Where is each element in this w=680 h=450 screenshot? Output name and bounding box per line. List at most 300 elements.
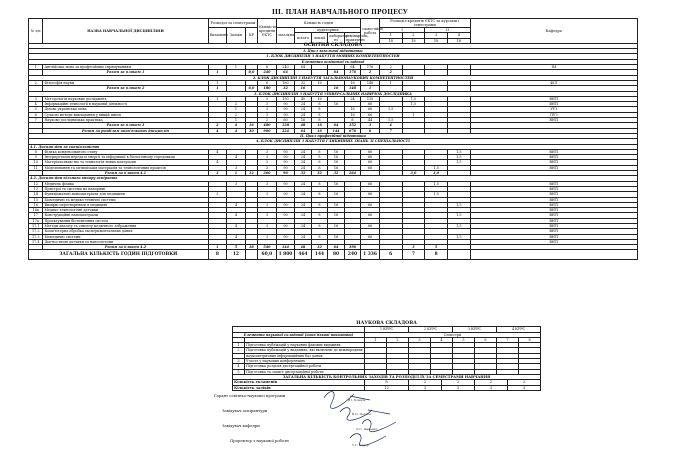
discipline-name: Методи аналізу та синтезу медичного зображення: [43, 223, 208, 228]
cell-aud: 24: [295, 213, 312, 218]
cell-lec: 16: [311, 80, 328, 85]
cell-zal: 1: [227, 118, 246, 123]
col-course1: I: [379, 28, 424, 33]
cell-sr: 66: [361, 202, 380, 207]
exams-sem: 2: [409, 380, 442, 385]
subtotal-value: 3: [402, 245, 425, 250]
science-course: 4 КУРС: [497, 327, 541, 332]
cell-ex: 1: [208, 80, 227, 85]
row-number: 5: [29, 107, 43, 112]
col-w4: 18: [447, 38, 470, 43]
subtotal-value: 48: [295, 123, 312, 128]
signature-name: В.О. Петров: [352, 412, 371, 416]
signature-name: В.І. Коваль: [348, 398, 366, 402]
col-lectures: лекції: [311, 33, 328, 44]
grand-total-value: 240: [344, 250, 361, 260]
cell-aud: 24: [295, 192, 312, 197]
subtotal-label: Разом за блоком 1: [43, 70, 208, 75]
cell-sr: 44: [361, 118, 380, 123]
col-s1: 1: [379, 33, 402, 38]
exams-sem: 2: [442, 380, 475, 385]
cell-zal: 4: [227, 155, 246, 160]
grand-total-value: 12: [227, 250, 246, 260]
subtotal-value: 3: [208, 171, 227, 176]
curriculum-table: [28, 18, 638, 260]
subblock-title-label: 4.1. Дисципліни за спеціальністю: [29, 144, 638, 149]
science-item: наукометричних інформаційних баз даних: [245, 353, 365, 358]
cell-lec: 8: [311, 102, 328, 107]
cell-zal: 2: [227, 102, 246, 107]
discipline-name: Філософія науки: [43, 80, 208, 85]
science-sem: 3: [409, 337, 431, 342]
credits-sem: 3: [475, 385, 508, 390]
cell-ects: 3: [258, 165, 277, 170]
cell-ects: 3: [258, 234, 277, 239]
cell-lec: 8: [311, 181, 328, 186]
cell-sem: 16: [344, 80, 361, 85]
subtotal-value: 676: [344, 128, 361, 133]
cell-lec: 8: [311, 107, 328, 112]
exams-sem: 2: [475, 380, 508, 385]
cell-ects: 3: [258, 223, 277, 228]
subtotal-value: 4: [227, 128, 246, 133]
department-code: ВНТІ: [470, 181, 637, 186]
col-distrib: Розподіл за семестрами: [208, 19, 258, 28]
cell-tot: 90: [276, 107, 295, 112]
col-credits: Заліки: [227, 28, 246, 44]
col-w1: 18: [379, 38, 402, 43]
cell-aud: 24: [295, 223, 312, 228]
discipline-name: Медико-технологічні датчики: [43, 208, 208, 213]
cell-tot: 90: [276, 181, 295, 186]
col-no: № з/п: [29, 19, 43, 44]
cell-lab: 16: [328, 102, 345, 107]
subtotal-value: 12: [245, 171, 257, 176]
cell-sr: 66: [361, 149, 380, 154]
subtotal-label: Разом за розділом обов'язкових дисциплін: [43, 128, 208, 133]
cell-lec: 8: [311, 155, 328, 160]
science-item: Участь у наукових конференціях: [245, 359, 365, 364]
handwritten-signatures: [310, 386, 420, 450]
department-code: ВНТІ: [470, 149, 637, 154]
credits-total: 12: [365, 385, 409, 390]
cell-lec: 8: [311, 160, 328, 165]
subtotal-value: 3,0: [425, 171, 448, 176]
grand-total-row: [29, 250, 638, 260]
cell-zal: 4: [227, 213, 246, 218]
grand-total-value: 464: [295, 250, 312, 260]
subtotal-value: 4: [227, 123, 246, 128]
cell-aud: 24: [295, 102, 312, 107]
cell-sem: 16: [344, 112, 361, 117]
col-hours: Кількість годин: [276, 19, 361, 28]
cell-ects: 3: [258, 102, 277, 107]
cell-zal: 2: [227, 112, 246, 117]
cell-sr: 66: [361, 223, 380, 228]
cell-sr: 176: [361, 65, 380, 70]
cell-c2: 1,5: [402, 102, 425, 107]
department-code: УУЗ: [470, 107, 637, 112]
row-number: 15: [29, 197, 43, 202]
subtotal-value: 360: [258, 171, 277, 176]
cycle-title-label: ІІ. Цикл професійної підготовки: [29, 133, 638, 138]
exams-total: 8: [365, 380, 409, 385]
department-code: ВНТІ: [470, 229, 637, 234]
cell-aud: 24: [295, 155, 312, 160]
discipline-name: Сучасні методи викладання у вищій школі: [43, 112, 208, 117]
department-code: ВНТІ: [470, 208, 637, 213]
cell-ects: 8: [258, 65, 277, 70]
cell-lab: 16: [328, 202, 345, 207]
subtotal-value: 2: [361, 70, 380, 75]
subtotal-value: 32: [311, 171, 328, 176]
subtotal-value: 1: [208, 86, 227, 91]
cell-lab: 16: [328, 213, 345, 218]
cell-sr: 66: [361, 192, 380, 197]
cell-lab: 16: [328, 234, 345, 239]
cell-sr: 66: [361, 102, 380, 107]
subtotal-value: 8,0: [245, 70, 257, 75]
subtotal-value: 240: [258, 70, 277, 75]
department-code: ВНТІ: [470, 118, 637, 123]
subtotal-value: 16: [311, 128, 328, 133]
block-title-label: 2. БЛОК ДИСЦИПЛІН З НАБУТТЯ ЗАГАЛЬНОНАУКОВИХ КОМПЕТЕНТНОСТЕЙ: [29, 75, 638, 80]
science-table: [232, 322, 541, 375]
science-course: 2 КУРС: [409, 327, 453, 332]
subtotal-value: 16: [311, 123, 328, 128]
discipline-name: Функціональні наноматеріали для медицини: [43, 192, 208, 197]
grand-total-dept: [470, 250, 637, 260]
science-course: 1 КУРС: [365, 327, 409, 332]
subtotal-value: 396: [344, 245, 361, 250]
subtotal-value: 48: [295, 245, 312, 250]
science-sem: 6: [475, 337, 497, 342]
subtotal-value: 4: [379, 123, 402, 128]
cell-c4: 1,5: [447, 160, 470, 165]
col-all: всього: [295, 33, 312, 44]
cell-ects: 6: [258, 80, 277, 85]
science-semesters-label: Семестри: [365, 332, 541, 337]
col-total: загальна: [276, 28, 295, 44]
grand-total-value: [245, 250, 257, 260]
science-sem: 8: [519, 337, 541, 342]
row-number: 12: [29, 181, 43, 186]
cell-sr: 66: [361, 181, 380, 186]
cell-tot: 90: [276, 149, 295, 154]
subtotal-value: 16: [328, 86, 345, 91]
cell-aud: 24: [295, 234, 312, 239]
cell-tot: 90: [276, 234, 295, 239]
subtotal-value: 32: [311, 245, 328, 250]
cell-tot: 90: [276, 192, 295, 197]
cell-tot: 90: [276, 202, 295, 207]
department-code: ВНТІ: [470, 192, 637, 197]
department-code: ВНТІ: [470, 96, 637, 101]
section-title-label: ОСВІТНЯ СКЛАДОВА: [29, 43, 638, 48]
cell-c3: 1,5: [425, 165, 448, 170]
control-title: ЗАГАЛЬНА КІЛЬКІСТЬ КОНТРОЛЬНИХ ЗАХОДІВ ТА РОЗПОДІЛ ЇХ ЗА СЕМЕСТРАМИ НАВЧАННЯ: [233, 375, 541, 380]
subtotal-value: 32: [328, 171, 345, 176]
col-classroom: аудиторних: [295, 28, 361, 33]
cell-sr: 110: [361, 96, 380, 101]
cell-sem: 64: [344, 65, 361, 70]
subtotal-value: 1: [208, 245, 227, 250]
discipline-name: Комп'ютерна обробка експериментальних даних: [43, 229, 208, 234]
cell-tot: 90: [276, 213, 295, 218]
cell-ex: 1: [208, 96, 227, 101]
col-self: самостійна робота: [361, 19, 380, 44]
cell-ex: 4: [208, 149, 227, 154]
cell-c1: 1: [379, 80, 402, 85]
cell-lec: 8: [311, 234, 328, 239]
cell-tot: 90: [276, 102, 295, 107]
cell-lec: 8: [311, 165, 328, 170]
block-title-label: 4. БЛОК ДИСЦИПЛІН З НАБУТТЯ ГЛИБИННИХ ЗНАНЬ ЗІ СПЕЦІАЛЬНОСТІ: [29, 139, 638, 144]
cell-c3: 1,5: [425, 192, 448, 197]
cell-sr: 66: [361, 155, 380, 160]
subtotal-value: 352: [344, 123, 361, 128]
subtotal-value: 540: [258, 245, 277, 250]
signature-label-guarantor: Гарант освітньо-наукової програми: [214, 393, 286, 398]
discipline-name: Пристрої та системи на нанорівні: [43, 186, 208, 191]
col-seminars: семінарські, практичні: [345, 34, 369, 43]
subtotal-value: 3,0: [402, 171, 425, 176]
cell-lab: 16: [328, 223, 345, 228]
row-number: 3: [233, 359, 245, 364]
row-number: 11: [29, 165, 43, 170]
department-code: ВНТІ: [470, 155, 637, 160]
col-ects-dist: Розподіл кредитів ЄКТС за курсами і семестрами: [379, 19, 470, 28]
subtotal-value: 5: [227, 245, 246, 250]
cell-zal: 1: [227, 107, 246, 112]
grand-total-value: 8: [425, 250, 448, 260]
cell-aud: 32: [295, 80, 312, 85]
subtotal-label: Разом за блоком 4.2: [43, 245, 208, 250]
cell-sem: 16: [344, 107, 361, 112]
col-s2: 2: [402, 33, 425, 38]
cell-lec: 16: [311, 96, 328, 101]
cell-tot: 90: [276, 160, 295, 165]
department-code: ІМ: [470, 65, 637, 70]
cell-aud: 64: [295, 65, 312, 70]
discipline-name: Проектування біотехнічних систем: [43, 218, 208, 223]
discipline-name: Англійська мова за професійним спрямуванням: [43, 65, 208, 70]
subtotal-value: 180: [258, 86, 277, 91]
row-number: 3: [29, 96, 43, 101]
signature-name: Т.Г. Сидор: [352, 443, 369, 447]
cell-lec: 8: [311, 213, 328, 218]
subtotal-value: 96: [276, 171, 295, 176]
cell-lab: 16: [328, 192, 345, 197]
cell-ects: 3: [258, 202, 277, 207]
credits-sem: 3: [409, 385, 442, 390]
discipline-name: Ділова українська мова: [43, 107, 208, 112]
discipline-name: Біомедичні та медико-технічні системи: [43, 197, 208, 202]
cell-sem: 24: [344, 96, 361, 101]
science-sem: 5: [453, 337, 475, 342]
row-number: 8: [29, 149, 43, 154]
subtotal-value: 128: [276, 123, 295, 128]
discipline-name: Моделювання та оптимізація матеріалів та технологічних процесів: [43, 165, 208, 170]
subtotal-value: 224: [276, 128, 295, 133]
science-category: Елементи наукової складової (обов'язкові показники): [233, 332, 365, 337]
cell-aud: 16: [295, 118, 312, 123]
department-code: ВНТІ: [470, 102, 637, 107]
cell-aud: 24: [295, 107, 312, 112]
grand-total-value: 1 800: [276, 250, 295, 260]
cell-sr: 66: [361, 160, 380, 165]
row-number: 7: [29, 118, 43, 123]
row-number: 10: [29, 160, 43, 165]
cell-c4: 1,5: [447, 223, 470, 228]
cell-c2: 1: [402, 112, 425, 117]
department-code: ВНТІ: [470, 239, 637, 244]
department-code: ВНТІ: [470, 223, 637, 228]
row-number: 6: [29, 112, 43, 117]
cell-zal: 4: [227, 223, 246, 228]
grand-total-value: 7: [402, 250, 425, 260]
cell-tot: 90: [276, 223, 295, 228]
cell-c1: 2: [379, 65, 402, 70]
cell-lab: 16: [328, 165, 345, 170]
col-s3: 3: [425, 33, 448, 38]
row-number: 9: [29, 155, 43, 160]
col-w3: 18: [425, 38, 448, 43]
category-title-label: Елементи освітньої складової: [29, 59, 638, 64]
cell-ex: 4: [208, 160, 227, 165]
signature-label-prorector: Проректор з наукової роботи: [230, 438, 289, 443]
subtotal-value: 16: [245, 123, 257, 128]
cell-lab: 16: [328, 155, 345, 160]
discipline-name: Інформаційні технології в науковій діяльності: [43, 102, 208, 107]
science-sem: 2: [387, 337, 409, 342]
subtotal-value: 30: [245, 128, 257, 133]
cell-c4: 1,5: [447, 202, 470, 207]
subtotal-value: 144: [328, 128, 345, 133]
cell-ects: 5: [258, 96, 277, 101]
cell-ects: 3: [258, 192, 277, 197]
subtotal-value: 64: [276, 70, 295, 75]
cell-zal: 4: [227, 234, 246, 239]
cell-ects: 3: [258, 149, 277, 154]
cell-lab: 16: [328, 181, 345, 186]
department-code: ВНТІ: [470, 160, 637, 165]
cell-tot: 240: [276, 65, 295, 70]
cell-ects: 3: [258, 107, 277, 112]
discipline-name: Біомедичні системи: [43, 234, 208, 239]
cell-c4: 1,5: [447, 149, 470, 154]
discipline-name: Діагностичні датчики та наносистеми: [43, 239, 208, 244]
row-number: 13: [29, 186, 43, 191]
subtotal-value: 32: [295, 171, 312, 176]
cell-zal: 3: [227, 181, 246, 186]
row-number: 1: [29, 65, 43, 70]
col-kr: КР: [245, 28, 257, 44]
col-dept: Кафедра: [470, 19, 637, 44]
cell-lec: 8: [311, 202, 328, 207]
department-code: ВНТІ: [470, 186, 637, 191]
subtotal-value: 18: [245, 245, 257, 250]
cell-sr: 66: [361, 112, 380, 117]
grand-total-value: 1 336: [361, 250, 380, 260]
signature-label-head-dept: Завідувач кафедри: [222, 423, 260, 428]
row-number: 2: [233, 348, 245, 353]
science-title: НАУКОВА СКЛАДОВА: [356, 321, 417, 326]
credits-sem: 3: [508, 385, 541, 390]
discipline-name: Методологія наукових досліджень: [43, 96, 208, 101]
cell-lab: 16: [328, 149, 345, 154]
cell-lab: 16: [328, 160, 345, 165]
col-name: НАЗВА НАВЧАЛЬНОЇ ДИСЦИПЛІНИ: [43, 19, 208, 44]
grand-total-value: 8: [208, 250, 227, 260]
discipline-name: Медична фізика: [43, 181, 208, 186]
col-ects: Кількість кредитів ЄКТС: [258, 19, 277, 44]
grand-total-value: 80: [328, 250, 345, 260]
subtotal-value: 4: [208, 128, 227, 133]
exams-label: Кількість екзаменів: [233, 380, 365, 385]
cell-tot: 180: [276, 80, 295, 85]
row-number: 4: [233, 364, 245, 369]
cell-lec: 8: [311, 192, 328, 197]
cell-aud: 24: [295, 165, 312, 170]
cell-tot: 90: [276, 165, 295, 170]
signature-name: О.С. Іваненко: [356, 427, 378, 431]
subtotal-label: Разом за блоком 2: [43, 86, 208, 91]
department-code: ВНТІ: [470, 202, 637, 207]
science-item: Підготовка та захист дисертаційної роботи: [245, 369, 365, 374]
grand-total-value: 6: [379, 250, 402, 260]
department-code: ВНТІ: [470, 197, 637, 202]
department-code: ВНТІ: [470, 218, 637, 223]
col-exams: Екзамени: [208, 28, 227, 44]
cell-zal: 1: [227, 65, 246, 70]
science-sem: 7: [497, 337, 519, 342]
subtotal-value: 264: [344, 171, 361, 176]
cell-lec: 8: [311, 149, 328, 154]
subtotal-value: 6,0: [245, 86, 257, 91]
subtotal-value: 176: [344, 70, 361, 75]
row-number: 5: [233, 369, 245, 374]
science-sem: 4: [431, 337, 453, 342]
col-course2: II: [425, 28, 470, 33]
department-code: ПУЗ: [470, 112, 637, 117]
department-code: ВНТІ: [470, 213, 637, 218]
cell-c1: 1,5: [379, 107, 402, 112]
block-title-label: 1. БЛОК ДИСЦИПЛІН З НАБУТТЯ МОВНИХ КОМПЕТЕНТНОСТЕЙ: [29, 54, 638, 59]
cell-c4: 1,5: [447, 234, 470, 239]
row-number: 17.1: [29, 223, 43, 228]
cell-tot: 90: [276, 112, 295, 117]
subtotal-value: 2: [208, 123, 227, 128]
subtotal-value: 480: [258, 123, 277, 128]
row-number: 16а: [29, 208, 43, 213]
row-number: 17.4: [29, 239, 43, 244]
cell-zal: 4: [227, 202, 246, 207]
subtotal-value: 3: [361, 123, 380, 128]
discipline-name: Фізика конденсованого стану: [43, 149, 208, 154]
cell-c2: 1,5: [402, 96, 425, 101]
grand-total-value: [447, 250, 470, 260]
department-code: ВНТІ: [470, 165, 637, 170]
cell-ex: 3: [208, 192, 227, 197]
grand-total-value: 144: [311, 250, 328, 260]
science-item: Підготовка публікацій у наукових фахових виданнях: [245, 343, 365, 348]
row-number: 2: [29, 80, 43, 85]
subtotal-value: 64: [295, 128, 312, 133]
subtotal-value: 900: [258, 128, 277, 133]
discipline-name: Матеріалознавство та технологія нових матеріалів: [43, 160, 208, 165]
department-code: ФІЛ: [470, 80, 637, 85]
